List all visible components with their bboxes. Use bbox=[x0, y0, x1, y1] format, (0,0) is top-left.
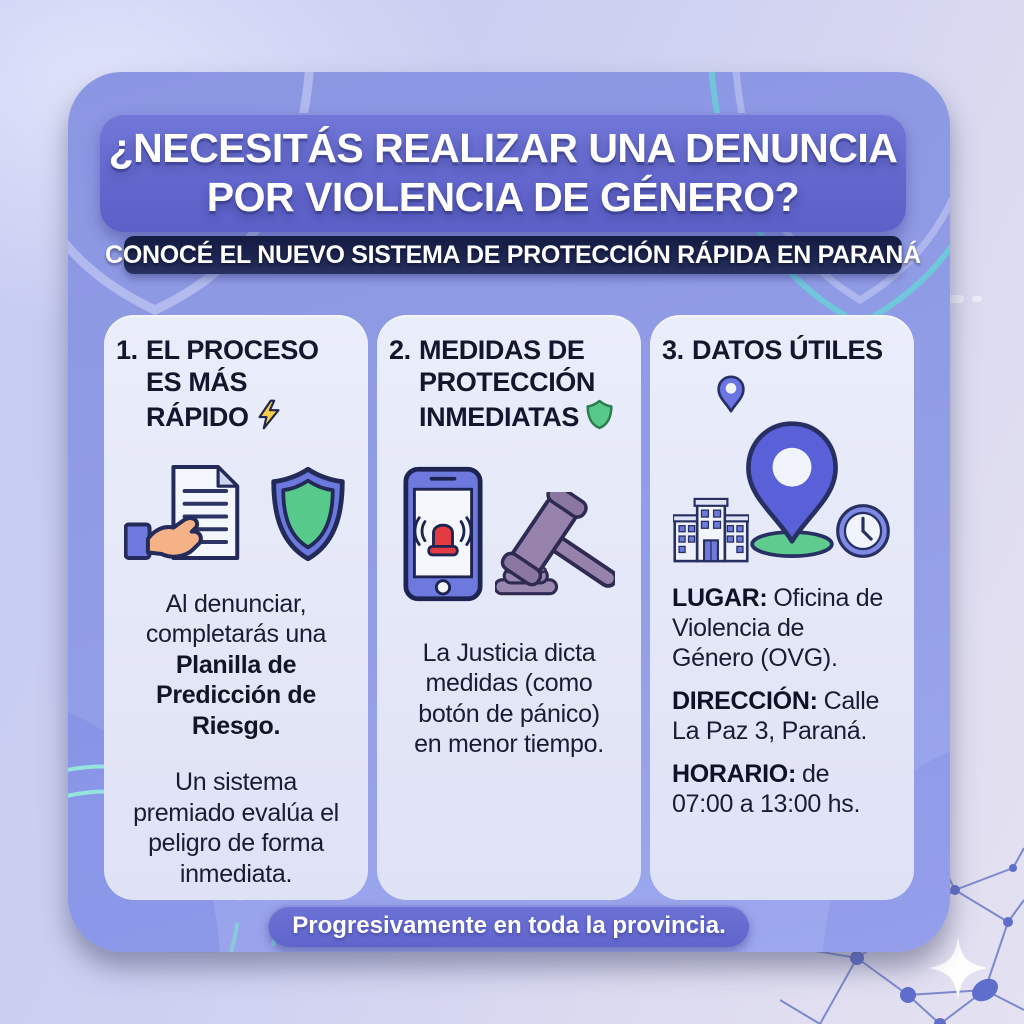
column1-title-text: EL PROCESO ES MÁS RÁPIDO bbox=[146, 335, 319, 432]
column2-icons bbox=[389, 466, 629, 602]
columns-row bbox=[104, 315, 914, 900]
column-proceso-rapido bbox=[104, 315, 368, 900]
column1-number: 1. bbox=[116, 335, 138, 365]
column-medidas-proteccion bbox=[377, 315, 641, 900]
poster-title-line1: ¿NECESITÁS REALIZAR UNA DENUNCIA bbox=[108, 125, 898, 172]
header-banner bbox=[100, 113, 906, 232]
column1-paragraph2: Un sistema premiado evalúa el peligro de forma inmediata. bbox=[133, 768, 339, 888]
column2-title-text: MEDIDAS DE PROTECCIÓN INMEDIATAS bbox=[419, 335, 629, 434]
column3-title-text: DATOS ÚTILES bbox=[692, 335, 883, 365]
column1-paragraph1: Al denunciar, completarás una Planilla de Predicción de Riesgo. bbox=[145, 589, 327, 740]
location-pin-icon bbox=[716, 375, 746, 414]
column2-paragraph: La Justicia dicta medidas (como botón de pánico) en menor tiempo. bbox=[414, 638, 604, 759]
column1-icons bbox=[116, 462, 356, 563]
column3-icons bbox=[662, 419, 902, 563]
hand-document-icon bbox=[124, 462, 250, 563]
map-pin-icon bbox=[741, 419, 843, 558]
column3-entries bbox=[662, 583, 902, 819]
gavel-icon bbox=[495, 492, 615, 600]
poster-title-line2: POR VIOLENCIA DE GÉNERO? bbox=[206, 173, 800, 220]
column3-title bbox=[662, 335, 902, 367]
column1-title bbox=[116, 335, 356, 434]
poster-subtitle: CONOCÉ EL NUEVO SISTEMA DE PROTECCIÓN RÁPIDA EN PARANÁ bbox=[105, 240, 921, 269]
map-pin-wrap bbox=[741, 419, 843, 563]
footer-pill bbox=[268, 905, 749, 947]
entry-horario: HORARIO: de 07:00 a 13:00 hs. bbox=[672, 759, 861, 818]
entry-direccion: DIRECCIÓN: Calle La Paz 3, Paraná. bbox=[672, 686, 880, 745]
column-datos-utiles bbox=[650, 315, 914, 900]
main-card bbox=[68, 72, 950, 952]
clock-icon bbox=[835, 503, 891, 559]
lightning-icon bbox=[256, 399, 282, 430]
footer-text: Progresivamente en toda la provincia. bbox=[292, 912, 726, 939]
column3-number: 3. bbox=[662, 335, 684, 365]
phone-alarm-icon bbox=[403, 466, 483, 602]
small-pin-wrap bbox=[716, 375, 902, 419]
column2-title bbox=[389, 335, 629, 434]
entry-lugar: LUGAR: Oficina de Violencia de Género (OVG). bbox=[672, 583, 883, 672]
column2-number: 2. bbox=[389, 335, 411, 365]
sparkle-icon bbox=[928, 936, 988, 1000]
subtitle-bar bbox=[105, 236, 921, 274]
green-shield-icon bbox=[586, 399, 613, 430]
shield-icon bbox=[268, 465, 348, 563]
building-icon bbox=[673, 497, 749, 563]
